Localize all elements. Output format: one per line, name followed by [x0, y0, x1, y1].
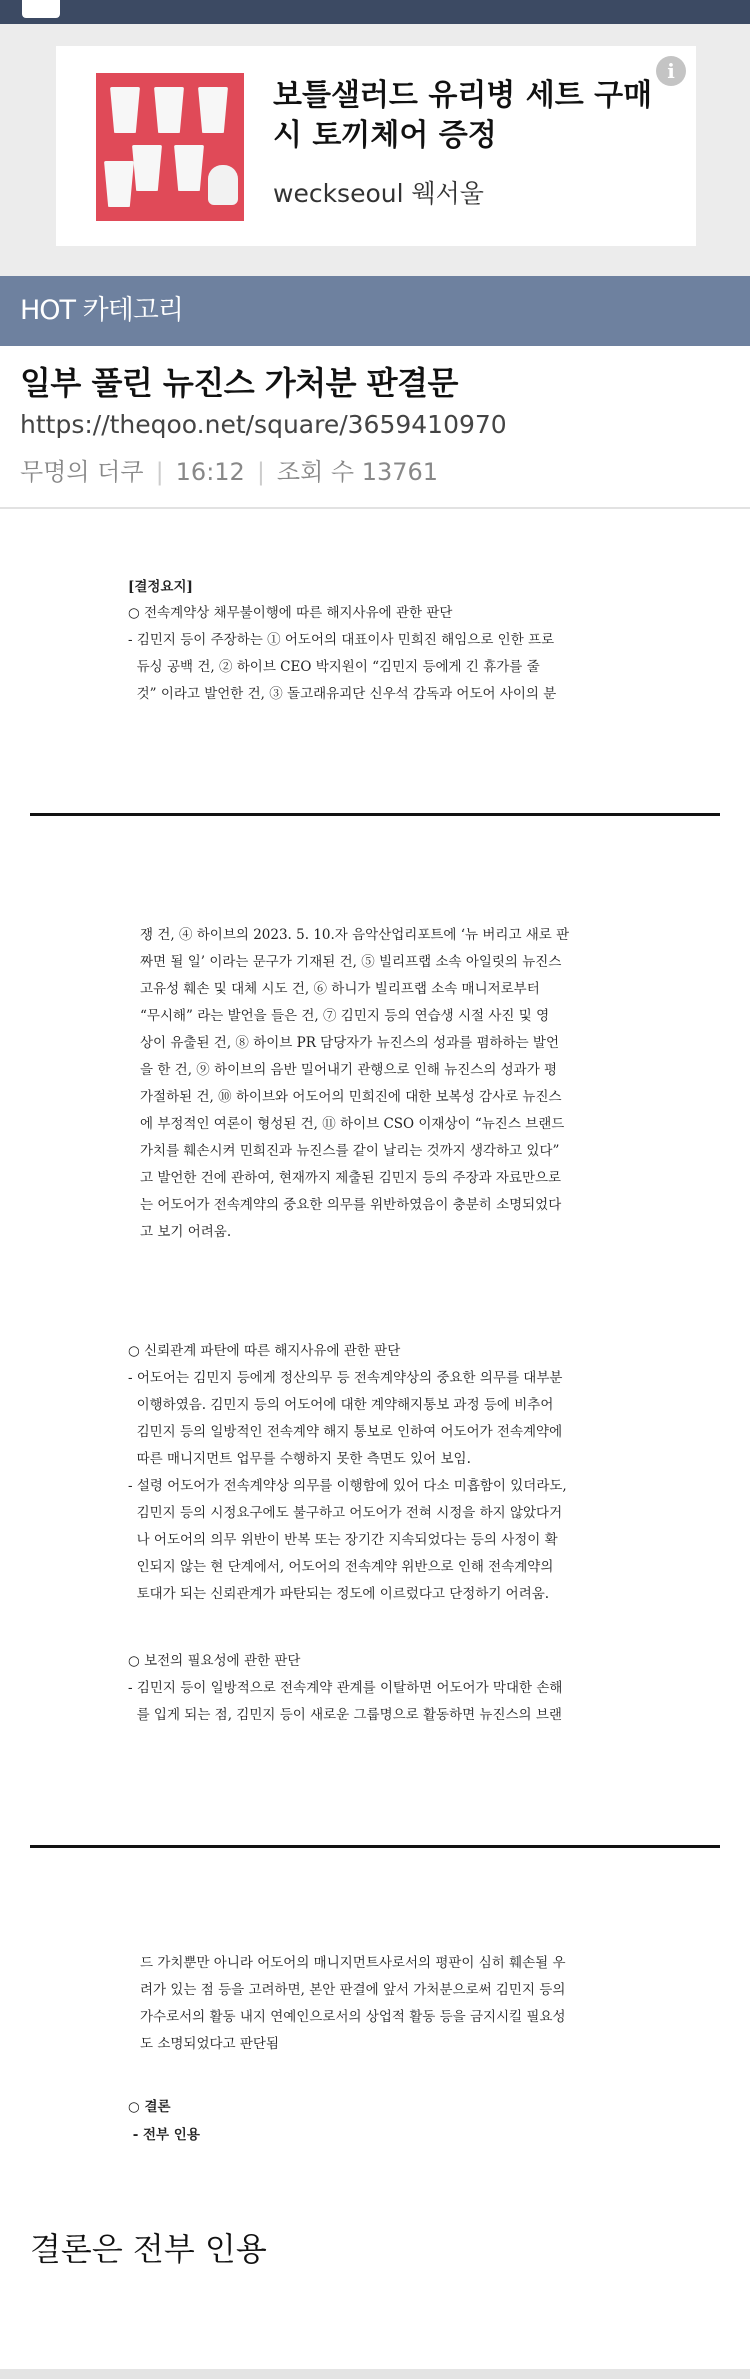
document-line: 고 보기 어려움. [140, 1224, 232, 1240]
document-line: ○ 신뢰관계 파탄에 따른 해지사유에 관한 판단 [128, 1343, 401, 1359]
document-line: 김민지 등의 시정요구에도 불구하고 어도어가 전혀 시정을 하지 않았다거 [128, 1505, 563, 1521]
document-line: - 김민지 등이 일방적으로 전속계약 관계를 이탈하면 어도어가 막대한 손해 [128, 1680, 563, 1696]
document-line: 고 발언한 건에 관하여, 현재까지 제출된 김민지 등의 주장과 자료만으로 [140, 1170, 562, 1186]
document-line: 이행하였음. 김민지 등의 어도어에 대한 계약해지통보 과정 등에 비추어 [128, 1397, 554, 1413]
document-line: 도 소명되었다고 판단됨 [140, 2036, 279, 2052]
ad-brand[interactable]: weckseoul 웩서울 [273, 179, 484, 208]
post-url[interactable]: https://theqoo.net/square/3659410970 [20, 410, 507, 439]
document-result-heading: ○ 결론 [128, 2099, 171, 2115]
page-break-divider [30, 1845, 720, 1848]
document-line: 려가 있는 점 등을 고려하면, 본안 판결에 앞서 가처분으로써 김민지 등의 [140, 1982, 566, 1998]
hot-category-bar[interactable]: HOT 카테고리 [0, 276, 750, 346]
ad-title[interactable]: 보틀샐러드 유리병 세트 구매시 토끼체어 증정 [273, 78, 653, 153]
document-line: 가치를 훼손시켜 민희진과 뉴진스를 같이 날리는 것까지 생각하고 있다” [140, 1143, 560, 1159]
document-line: 것” 이라고 발언한 건, ③ 돌고래유괴단 신우석 감독과 어도어 사이의 분 [128, 686, 557, 702]
top-navigation-bar [0, 0, 750, 24]
info-icon[interactable]: i [656, 56, 686, 86]
document-line: 쟁 건, ④ 하이브의 2023. 5. 10.자 음악산업리포트에 ‘뉴 버리고 새로 판 [140, 927, 570, 943]
ad-banner-area [0, 24, 750, 276]
document-line: 따른 매니지먼트 업무를 수행하지 못한 측면도 있어 보임. [128, 1451, 471, 1467]
document-line: 듀싱 공백 건, ② 하이브 CEO 박지원이 “김민지 등에게 긴 휴가를 줄 [128, 659, 540, 675]
document-line: 가절하된 건, ⑩ 하이브와 어도어의 민희진에 대한 보복성 감사로 뉴진스 [140, 1089, 562, 1105]
document-line: “무시해” 라는 발언을 들은 건, ⑦ 김민지 등의 연습생 시절 사진 및 영 [140, 1008, 550, 1024]
document-line: 인되지 않는 현 단계에서, 어도어의 전속계약 위반으로 인해 전속계약의 [128, 1559, 554, 1575]
post-meta [20, 452, 438, 487]
document-line: 가수로서의 활동 내지 연예인으로서의 상업적 활동 등을 금지시킬 필요성 [140, 2009, 566, 2025]
document-line: - 김민지 등이 주장하는 ① 어도어의 대표이사 민희진 해임으로 인한 프로 [128, 632, 555, 648]
document-page-2-trust [128, 1338, 567, 1608]
document-line: 드 가치뿐만 아니라 어도어의 매니지먼트사로서의 평판이 심히 훼손될 우 [140, 1955, 566, 1971]
ad-card[interactable] [56, 46, 696, 246]
document-line: ○ 보전의 필요성에 관한 판단 [128, 1653, 301, 1669]
post-conclusion-text: 결론은 전부 인용 [30, 2230, 267, 2268]
menu-icon[interactable] [22, 0, 60, 18]
ad-thumbnail[interactable] [96, 73, 244, 221]
post-title: 일부 풀린 뉴진스 가처분 판결문 [20, 364, 458, 402]
meta-divider: | [256, 458, 265, 486]
header-divider [0, 507, 750, 509]
meta-divider: | [155, 458, 164, 486]
document-line: ○ 전속계약상 채무불이행에 따른 해지사유에 관한 판단 [128, 605, 453, 621]
bottom-divider [0, 2369, 750, 2379]
document-line: - 설령 어도어가 전속계약상 의무를 이행함에 있어 다소 미흡함이 있더라도, [128, 1478, 567, 1494]
document-page-2 [140, 922, 569, 1246]
document-line: - 어도어는 김민지 등에게 정산의무 등 전속계약상의 중요한 의무를 대부분 [128, 1370, 563, 1386]
document-line: 고유성 훼손 및 대체 시도 건, ⑥ 하니가 빌리프랩 소속 매니저로부터 [140, 981, 540, 997]
document-line: 을 한 건, ⑨ 하이브의 음반 밀어내기 관행으로 인해 뉴진스의 성과가 평 [140, 1062, 558, 1078]
document-line: 김민지 등의 일방적인 전속계약 해지 통보로 인하여 어도어가 전속계약에 [128, 1424, 563, 1440]
document-line: 에 부정적인 여론이 형성된 건, ⑪ 하이브 CSO 이재상이 “뉴진스 브랜드 [140, 1116, 565, 1132]
document-page-3 [140, 1950, 566, 2058]
document-line: 나 어도어의 의무 위반이 반복 또는 장기간 지속되었다는 등의 사정이 확 [128, 1532, 558, 1548]
post-time: 16:12 [175, 458, 245, 486]
post-author: 무명의 더쿠 [20, 458, 144, 486]
post-views: 조회 수 13761 [276, 458, 439, 486]
document-line: 짜면 될 일’ 이라는 문구가 기재된 건, ⑤ 빌리프랩 소속 아일릿의 뉴진스 [140, 954, 562, 970]
page-break-divider [30, 813, 720, 816]
document-heading: [결정요지] [128, 579, 193, 595]
document-page-1 [128, 600, 556, 708]
document-result-text: - 전부 인용 [128, 2127, 200, 2143]
document-line: 를 입게 되는 점, 김민지 등이 새로운 그룹명으로 활동하면 뉴진스의 브랜 [128, 1707, 562, 1723]
document-line: 는 어도어가 전속계약의 중요한 의무를 위반하였음이 충분히 소명되었다 [140, 1197, 562, 1213]
document-line: 상이 유출된 건, ⑧ 하이브 PR 담당자가 뉴진스의 성과를 폄하하는 발언 [140, 1035, 560, 1051]
document-line: 토대가 되는 신뢰관계가 파탄되는 정도에 이르렀다고 단정하기 어려움. [128, 1586, 550, 1602]
document-page-2-necessity [128, 1648, 562, 1729]
